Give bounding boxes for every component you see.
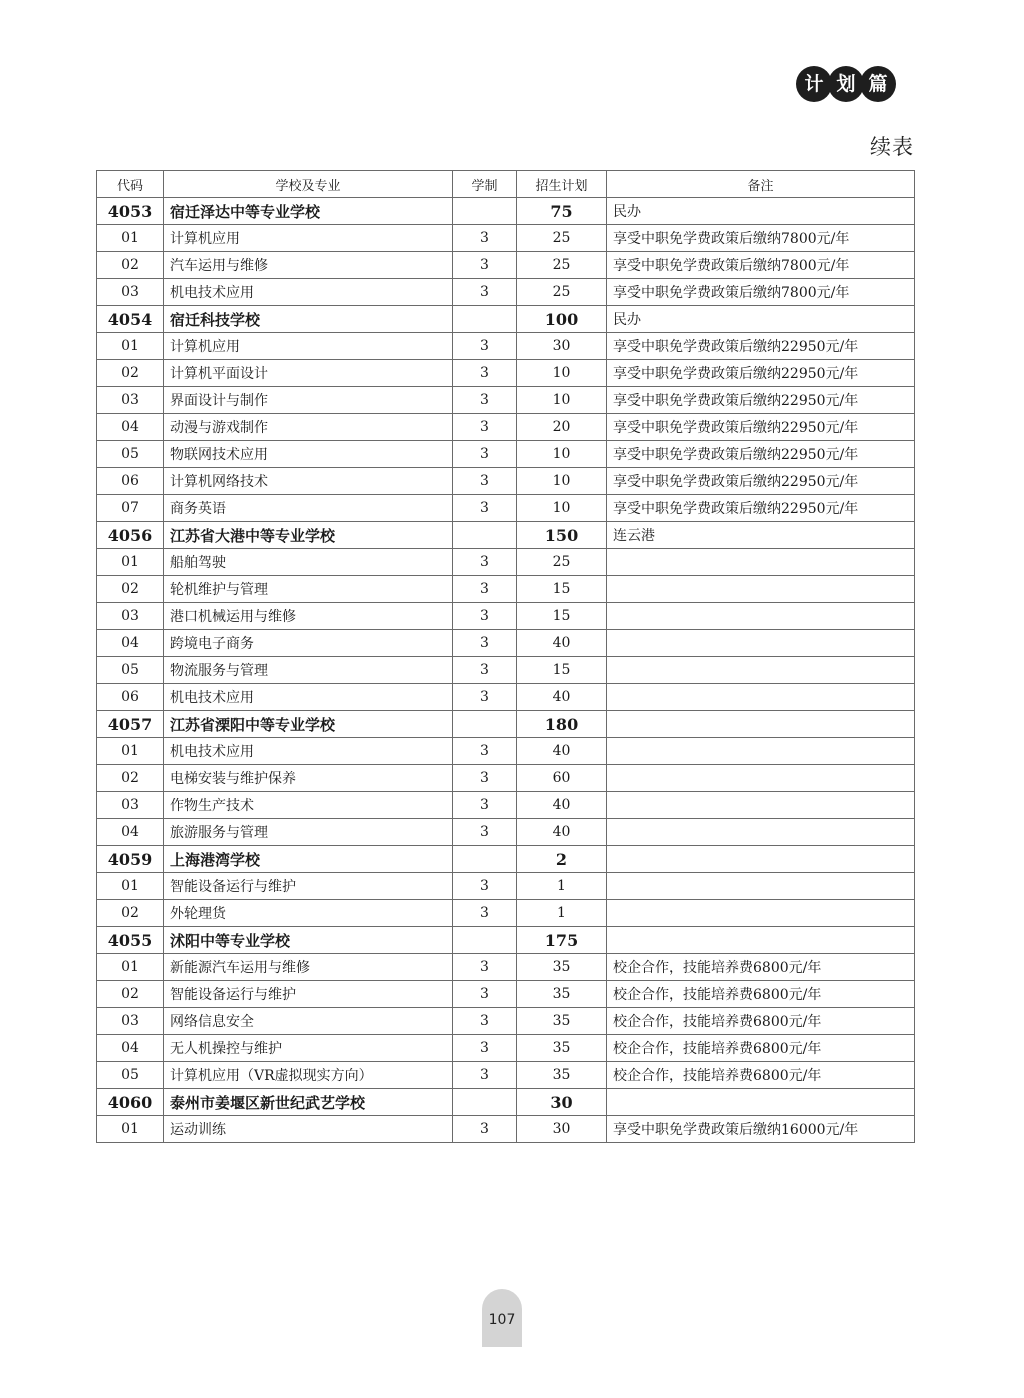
major-row	[97, 333, 915, 360]
cell-duration	[453, 846, 517, 873]
school-row	[97, 522, 915, 549]
major-row	[97, 468, 915, 495]
cell-code: 04	[97, 819, 164, 846]
cell-note: 享受中职免学费政策后缴纳22950元/年	[607, 414, 915, 441]
cell-duration: 3	[453, 1062, 517, 1089]
cell-plan: 35	[517, 1062, 607, 1089]
cell-plan: 75	[517, 198, 607, 225]
cell-duration: 3	[453, 900, 517, 927]
logo-char: 计	[796, 66, 832, 102]
cell-duration: 3	[453, 360, 517, 387]
cell-duration: 3	[453, 1035, 517, 1062]
cell-duration: 3	[453, 468, 517, 495]
cell-plan: 10	[517, 495, 607, 522]
cell-code: 01	[97, 333, 164, 360]
cell-note	[607, 549, 915, 576]
major-row	[97, 603, 915, 630]
cell-duration: 3	[453, 279, 517, 306]
cell-duration: 3	[453, 873, 517, 900]
cell-name: 计算机应用（VR虚拟现实方向）	[164, 1062, 453, 1089]
cell-name: 商务英语	[164, 495, 453, 522]
cell-note: 享受中职免学费政策后缴纳22950元/年	[607, 387, 915, 414]
cell-plan: 150	[517, 522, 607, 549]
cell-plan: 25	[517, 252, 607, 279]
major-row	[97, 1035, 915, 1062]
cell-duration: 3	[453, 576, 517, 603]
cell-name: 船舶驾驶	[164, 549, 453, 576]
cell-plan: 10	[517, 441, 607, 468]
cell-name: 旅游服务与管理	[164, 819, 453, 846]
cell-name: 宿迁泽达中等专业学校	[164, 198, 453, 225]
major-row	[97, 576, 915, 603]
cell-plan: 35	[517, 954, 607, 981]
cell-code: 02	[97, 360, 164, 387]
cell-duration: 3	[453, 792, 517, 819]
logo-char: 划	[828, 66, 864, 102]
school-row	[97, 927, 915, 954]
cell-note: 享受中职免学费政策后缴纳22950元/年	[607, 333, 915, 360]
cell-duration: 3	[453, 657, 517, 684]
cell-plan: 10	[517, 387, 607, 414]
cell-name: 宿迁科技学校	[164, 306, 453, 333]
major-row	[97, 1062, 915, 1089]
column-header-code: 代码	[97, 171, 164, 198]
cell-duration: 3	[453, 819, 517, 846]
cell-note: 享受中职免学费政策后缴纳22950元/年	[607, 441, 915, 468]
table-body	[97, 198, 915, 1143]
cell-code: 05	[97, 657, 164, 684]
cell-code: 01	[97, 738, 164, 765]
cell-plan: 25	[517, 279, 607, 306]
cell-name: 界面设计与制作	[164, 387, 453, 414]
cell-code: 03	[97, 279, 164, 306]
cell-duration: 3	[453, 387, 517, 414]
cell-code: 02	[97, 900, 164, 927]
page-number: 107	[488, 1312, 516, 1328]
cell-code: 02	[97, 252, 164, 279]
cell-name: 作物生产技术	[164, 792, 453, 819]
cell-duration	[453, 306, 517, 333]
cell-plan: 180	[517, 711, 607, 738]
cell-note: 校企合作，技能培养费6800元/年	[607, 1035, 915, 1062]
cell-code: 03	[97, 1008, 164, 1035]
cell-note	[607, 819, 915, 846]
cell-note: 校企合作，技能培养费6800元/年	[607, 1062, 915, 1089]
cell-plan: 40	[517, 819, 607, 846]
major-row	[97, 684, 915, 711]
cell-plan: 35	[517, 1008, 607, 1035]
cell-duration	[453, 198, 517, 225]
cell-note: 民办	[607, 306, 915, 333]
cell-plan: 60	[517, 765, 607, 792]
cell-duration: 3	[453, 252, 517, 279]
column-header-duration: 学制	[453, 171, 517, 198]
cell-code: 05	[97, 441, 164, 468]
cell-name: 网络信息安全	[164, 1008, 453, 1035]
cell-code: 4057	[97, 711, 164, 738]
major-row	[97, 360, 915, 387]
cell-duration: 3	[453, 549, 517, 576]
page-number-tab	[482, 1289, 522, 1347]
cell-note: 享受中职免学费政策后缴纳22950元/年	[607, 360, 915, 387]
cell-plan: 40	[517, 792, 607, 819]
major-row	[97, 495, 915, 522]
cell-note	[607, 792, 915, 819]
cell-name: 外轮理货	[164, 900, 453, 927]
cell-plan: 15	[517, 603, 607, 630]
cell-duration: 3	[453, 684, 517, 711]
cell-name: 物流服务与管理	[164, 657, 453, 684]
cell-note	[607, 657, 915, 684]
cell-plan: 10	[517, 468, 607, 495]
cell-code: 4056	[97, 522, 164, 549]
cell-plan: 40	[517, 738, 607, 765]
major-row	[97, 630, 915, 657]
cell-note: 享受中职免学费政策后缴纳16000元/年	[607, 1116, 915, 1143]
cell-code: 04	[97, 1035, 164, 1062]
school-row	[97, 711, 915, 738]
cell-note: 享受中职免学费政策后缴纳7800元/年	[607, 279, 915, 306]
cell-name: 计算机网络技术	[164, 468, 453, 495]
cell-code: 03	[97, 603, 164, 630]
column-header-plan: 招生计划	[517, 171, 607, 198]
cell-name: 跨境电子商务	[164, 630, 453, 657]
section-logo	[796, 64, 900, 104]
major-row	[97, 414, 915, 441]
cell-name: 计算机应用	[164, 333, 453, 360]
cell-duration: 3	[453, 603, 517, 630]
cell-name: 江苏省大港中等专业学校	[164, 522, 453, 549]
cell-note	[607, 630, 915, 657]
cell-duration: 3	[453, 1116, 517, 1143]
cell-note: 校企合作，技能培养费6800元/年	[607, 1008, 915, 1035]
major-row	[97, 792, 915, 819]
cell-name: 沭阳中等专业学校	[164, 927, 453, 954]
cell-note: 校企合作，技能培养费6800元/年	[607, 954, 915, 981]
column-header-notes: 备注	[607, 171, 915, 198]
cell-name: 物联网技术应用	[164, 441, 453, 468]
major-row	[97, 900, 915, 927]
cell-code: 01	[97, 225, 164, 252]
cell-note: 享受中职免学费政策后缴纳22950元/年	[607, 495, 915, 522]
cell-code: 01	[97, 1116, 164, 1143]
cell-name: 机电技术应用	[164, 279, 453, 306]
major-row	[97, 738, 915, 765]
major-row	[97, 1008, 915, 1035]
cell-note: 享受中职免学费政策后缴纳7800元/年	[607, 225, 915, 252]
cell-duration: 3	[453, 441, 517, 468]
cell-duration	[453, 522, 517, 549]
cell-note	[607, 900, 915, 927]
cell-plan: 40	[517, 684, 607, 711]
cell-note	[607, 846, 915, 873]
cell-name: 计算机平面设计	[164, 360, 453, 387]
cell-duration: 3	[453, 765, 517, 792]
major-row	[97, 252, 915, 279]
cell-code: 4054	[97, 306, 164, 333]
cell-code: 03	[97, 387, 164, 414]
cell-code: 4059	[97, 846, 164, 873]
cell-plan: 25	[517, 225, 607, 252]
major-row	[97, 1116, 915, 1143]
cell-code: 06	[97, 468, 164, 495]
cell-duration	[453, 711, 517, 738]
cell-code: 02	[97, 981, 164, 1008]
cell-name: 计算机应用	[164, 225, 453, 252]
cell-note	[607, 684, 915, 711]
cell-note: 民办	[607, 198, 915, 225]
cell-name: 智能设备运行与维护	[164, 873, 453, 900]
cell-name: 动漫与游戏制作	[164, 414, 453, 441]
cell-code: 04	[97, 630, 164, 657]
cell-code: 01	[97, 954, 164, 981]
cell-code: 4053	[97, 198, 164, 225]
cell-note	[607, 576, 915, 603]
major-row	[97, 981, 915, 1008]
cell-plan: 15	[517, 576, 607, 603]
cell-plan: 30	[517, 1089, 607, 1116]
cell-duration: 3	[453, 225, 517, 252]
cell-plan: 35	[517, 1035, 607, 1062]
cell-name: 江苏省溧阳中等专业学校	[164, 711, 453, 738]
cell-name: 无人机操控与维护	[164, 1035, 453, 1062]
cell-plan: 100	[517, 306, 607, 333]
cell-name: 电梯安装与维护保养	[164, 765, 453, 792]
cell-code: 4060	[97, 1089, 164, 1116]
cell-code: 03	[97, 792, 164, 819]
cell-code: 07	[97, 495, 164, 522]
cell-plan: 1	[517, 873, 607, 900]
cell-name: 汽车运用与维修	[164, 252, 453, 279]
cell-plan: 1	[517, 900, 607, 927]
cell-duration: 3	[453, 630, 517, 657]
cell-name: 机电技术应用	[164, 684, 453, 711]
cell-plan: 30	[517, 1116, 607, 1143]
cell-duration	[453, 927, 517, 954]
cell-name: 运动训练	[164, 1116, 453, 1143]
cell-plan: 40	[517, 630, 607, 657]
cell-duration: 3	[453, 495, 517, 522]
cell-code: 01	[97, 549, 164, 576]
cell-note	[607, 765, 915, 792]
cell-plan: 25	[517, 549, 607, 576]
cell-plan: 35	[517, 981, 607, 1008]
cell-duration	[453, 1089, 517, 1116]
cell-note: 享受中职免学费政策后缴纳22950元/年	[607, 468, 915, 495]
major-row	[97, 549, 915, 576]
cell-duration: 3	[453, 981, 517, 1008]
cell-duration: 3	[453, 738, 517, 765]
cell-plan: 15	[517, 657, 607, 684]
cell-code: 06	[97, 684, 164, 711]
cell-note	[607, 927, 915, 954]
cell-plan: 10	[517, 360, 607, 387]
cell-duration: 3	[453, 414, 517, 441]
cell-plan: 2	[517, 846, 607, 873]
school-row	[97, 1089, 915, 1116]
cell-note: 校企合作，技能培养费6800元/年	[607, 981, 915, 1008]
cell-note: 连云港	[607, 522, 915, 549]
cell-name: 泰州市姜堰区新世纪武艺学校	[164, 1089, 453, 1116]
cell-name: 港口机械运用与维修	[164, 603, 453, 630]
cell-name: 机电技术应用	[164, 738, 453, 765]
major-row	[97, 225, 915, 252]
cell-note: 享受中职免学费政策后缴纳7800元/年	[607, 252, 915, 279]
cell-plan: 20	[517, 414, 607, 441]
major-row	[97, 765, 915, 792]
logo-char: 篇	[860, 66, 896, 102]
major-row	[97, 387, 915, 414]
school-row	[97, 846, 915, 873]
cell-note	[607, 738, 915, 765]
column-header-school-major: 学校及专业	[164, 171, 453, 198]
cell-note	[607, 873, 915, 900]
cell-plan: 175	[517, 927, 607, 954]
school-row	[97, 306, 915, 333]
cell-name: 轮机维护与管理	[164, 576, 453, 603]
school-row	[97, 198, 915, 225]
major-row	[97, 819, 915, 846]
enrollment-plan-table	[96, 170, 915, 1143]
cell-name: 上海港湾学校	[164, 846, 453, 873]
cell-duration: 3	[453, 333, 517, 360]
cell-code: 02	[97, 765, 164, 792]
cell-note	[607, 1089, 915, 1116]
continued-table-label: 续表	[870, 135, 914, 159]
major-row	[97, 954, 915, 981]
table-header-row	[97, 171, 915, 198]
cell-code: 02	[97, 576, 164, 603]
cell-note	[607, 603, 915, 630]
cell-code: 01	[97, 873, 164, 900]
cell-code: 04	[97, 414, 164, 441]
major-row	[97, 279, 915, 306]
cell-name: 智能设备运行与维护	[164, 981, 453, 1008]
cell-code: 4055	[97, 927, 164, 954]
cell-duration: 3	[453, 1008, 517, 1035]
cell-duration: 3	[453, 954, 517, 981]
cell-note	[607, 711, 915, 738]
major-row	[97, 657, 915, 684]
cell-plan: 30	[517, 333, 607, 360]
cell-name: 新能源汽车运用与维修	[164, 954, 453, 981]
cell-code: 05	[97, 1062, 164, 1089]
major-row	[97, 441, 915, 468]
major-row	[97, 873, 915, 900]
